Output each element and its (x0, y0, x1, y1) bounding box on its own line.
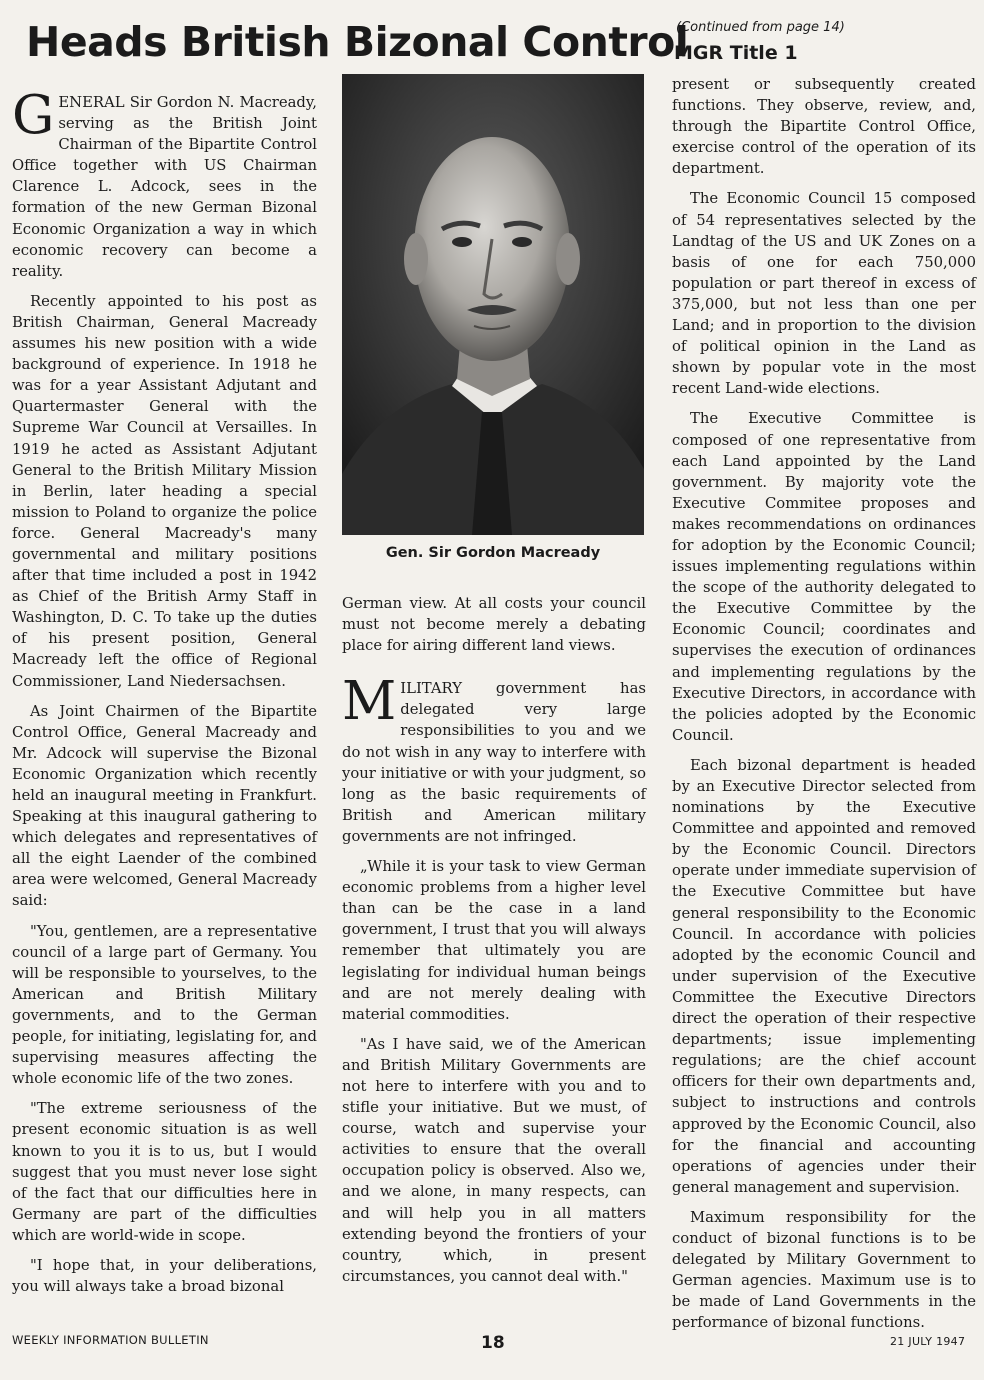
article-paragraph: German view. At all costs your council must not become merely a debating place for airing different land views. (342, 595, 646, 655)
portrait-photo (342, 74, 644, 535)
article-paragraph: The Executive Committee is composed of one representative from each Land appointed by the Land government. By majority vote the Executive Commitee proposes and makes recommendations on ordinances for adoption by the Economic Council; issues implementing regulations within the scope of the authority delegated to the Executive Committee by the Economic Council; coordinates and supervises the execution of ordinances and implementing regulations by the Executive Directors, in accordance with the policies adopted by the Economic Council. (672, 410, 976, 744)
drop-cap: G (12, 85, 55, 146)
continued-note: (Continued from page 14) (676, 20, 845, 35)
footer-date: 21 JULY 1947 (890, 1335, 966, 1348)
article-paragraph: Each bizonal department is headed by an Executive Director selected from nominations by the Executive Committee and appointed and removed by the Economic Council. Directors operate under immediate supervision of the Executive Committee but have general responsibility to the Economic Council. In accordance with policies adopted by the economic Council and under supervision of the Executive Committee the Executive Directors direct the operation of their respective departments; issue implementing regulations; are the chief account officers for their own departments and, subject to instructions and controls approved by the Economic Council, also for the financial and accounting operations of agencies under their general management and supervision. (672, 756, 976, 1196)
continued-title: MGR Title 1 (674, 42, 798, 64)
photo-caption: Gen. Sir Gordon Macready (385, 545, 601, 561)
article-paragraph: The Economic Council 15 composed of 54 representatives selected by the Landtag of the US and UK Zones on a basis of one for each 750,000 population or part thereof in excess of 375,000, but not less than one per Land; and in proportion to the division of political opinion in the Land as shown by popular vote in the most recent Land-wide elections. (672, 190, 976, 398)
footer-publication: WEEKLY INFORMATION BULLETIN (12, 1333, 209, 1347)
article-paragraph: Recently appointed to his post as British Chairman, General Macready assumes his new position with a wide background of experience. In 1918 he was for a year Assistant Adjutant and Quartermaster General with the Supreme War Council at Versailles. In 1919 he acted as Assistant Adjutant General to the British Military Mission in Berlin, later heading a special mission to Poland to organize the police force. General Macready's many governmental and military positions after that time included a post in 1942 as Chief of the British Army Staff in Washington, D. C. To take up the duties of his present position, General Macready left the office of Regional Commissioner, Land Niedersachsen. (12, 292, 317, 690)
article-paragraph: „While it is your task to view German economic problems from a higher level than can be the case in a land government, I trust that you will always remember that ultimately you are legislating for individual human beings and are not merely dealing with material commodities. (342, 858, 646, 1023)
article-paragraph: "As I have said, we of the American and British Military Governments are not here to interfere with you and to stifle your initiative. But we must, of course, watch and supervise your activities to ensure that the overall occupation policy is observed. Also we, and we alone, in many respects, can and will help you in all matters extending beyond the frontiers of your country, which, in present circumstances, you cannot deal with." (342, 1035, 646, 1285)
article-paragraph (12, 85, 317, 282)
continued-column (672, 74, 976, 1342)
footer-page-number: 18 (481, 1333, 505, 1353)
portrait-illustration (342, 74, 644, 535)
article-column-2 (342, 593, 646, 1296)
drop-cap: M (342, 671, 397, 733)
article-paragraph: "I hope that, in your deliberations, you will always take a broad bizonal (12, 1256, 317, 1296)
article-paragraph (342, 671, 646, 847)
article-paragraph: present or subsequently created functions. They observe, review, and, through the Bipartite Control Office, exercise control of the operation of its department. (672, 76, 976, 178)
paragraph-text: ENERAL Sir Gordon N. Macready, serving as the British Joint Chairman of the Bipartite Control Office together with US Chairman Clarence L. Adcock, sees in the formation of the new German Bizonal Economic Organization a way in which economic recovery can become a reality. (12, 94, 317, 280)
article-paragraph: "The extreme seriousness of the present economic situation is as well known to you it is to us, but I would suggest that you must never lose sight of the fact that our difficulties here in Germany are part of the difficulties which are world-wide in scope. (12, 1100, 317, 1244)
article-paragraph: Maximum responsibility for the conduct of bizonal functions is to be delegated by Military Government to German agencies. Maximum use is to be made of Land Governments in the performance of bizonal functions. (672, 1208, 976, 1332)
paragraph-text: ILITARY government has delegated very large responsibilities to you and we do not wish in any way to interfere with your initiative or with your judgment, so long as the basic requirements of British and American military governments are not infringed. (342, 680, 646, 845)
article-column-1 (12, 85, 317, 1306)
article-paragraph: As Joint Chairmen of the Bipartite Control Office, General Macready and Mr. Adcock will supervise the Bizonal Economic Organization which recently held an inaugural meeting in Frankfurt. Speaking at this inaugural gathering to which delegates and representatives of all the eight Laender of the combined area were welcomed, General Macready said: (12, 702, 317, 910)
article-paragraph: "You, gentlemen, are a representative council of a large part of Germany. You will be responsible to yourselves, to the American and British Military governments, and to the German people, for initiating, legislating for, and supervising measures affecting the whole economic life of the two zones. (12, 922, 317, 1088)
headline: Heads British Bizonal Control (26, 18, 689, 66)
